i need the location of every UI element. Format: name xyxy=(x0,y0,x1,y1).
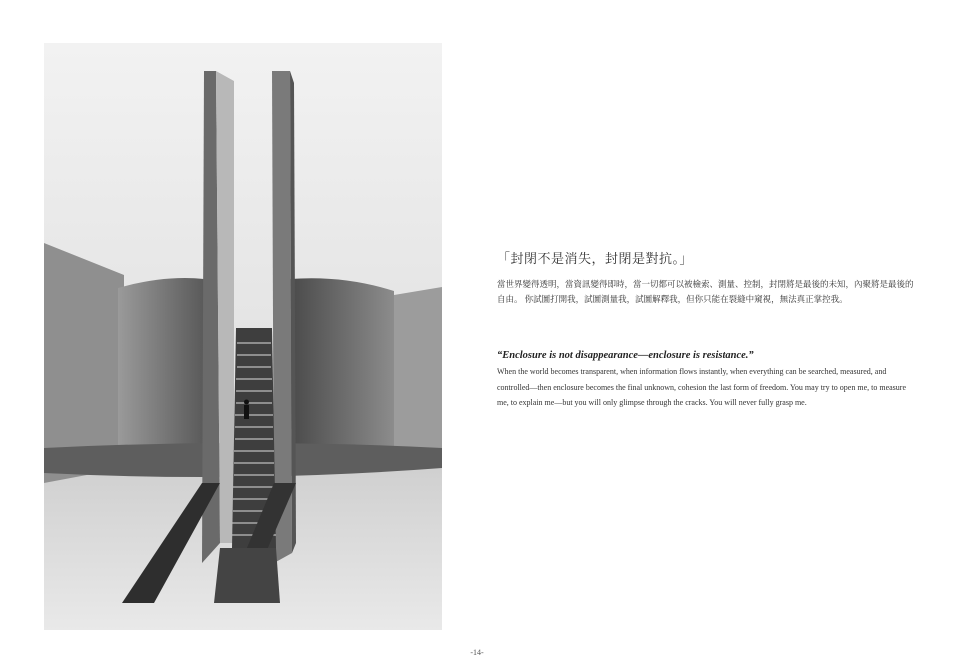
page-number: -14- xyxy=(470,648,484,657)
artwork-drawing xyxy=(44,43,442,630)
chinese-text-block xyxy=(497,248,917,307)
english-text-block xyxy=(497,350,917,411)
english-title: “Enclosure is not disappearance—enclosure is resistance.” xyxy=(497,350,754,361)
chinese-title: 「封閉不是消失，封閉是對抗。」 xyxy=(497,251,694,266)
pencil-drawing-of-enclosed-stairway xyxy=(44,43,442,630)
chinese-body: 當世界變得透明，當資訊變得即時，當一切都可以被檢索、測量、控制，封閉將是最後的未知，內聚將是最後的自由。 你試圖打開我，試圖測量我，試圖解釋我，但你只能在裂縫中窺視，無法真正掌控我。 xyxy=(497,279,914,304)
english-body: When the world becomes transparent, when information flows instantly, when everything can be searched, measured, and controlled—then enclosure becomes the final unknown, cohesion the last form of freedom. You may try to open me, to measure me, to explain me—but you will only glimpse through the cracks. You will never fully grasp me. xyxy=(497,367,907,407)
